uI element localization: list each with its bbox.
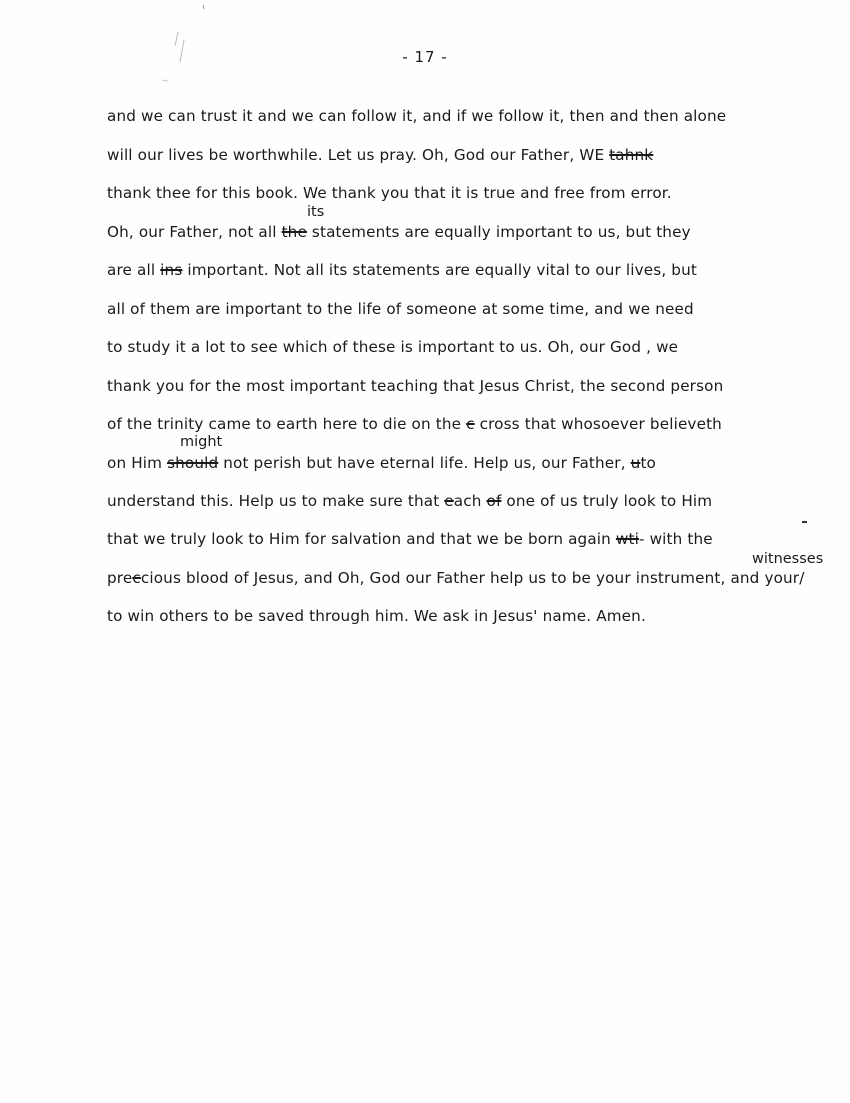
line-text: will our lives be worthwhile. Let us pray. Oh, God our Father, WE	[107, 146, 610, 164]
struck-text: ins	[160, 261, 183, 279]
inserted-word-its: its	[307, 204, 325, 220]
line-text: e	[428, 607, 438, 625]
line-text: Oh, our Father, not all	[107, 223, 282, 241]
line-text: ach	[453, 492, 487, 510]
line-text: of the trinity came to earth here to die on the	[107, 415, 467, 433]
struck-text: c	[132, 569, 141, 587]
stray-dash-mark	[802, 521, 807, 523]
line-text: statements are equally important to us, but they	[306, 223, 691, 241]
text-line-2	[107, 146, 653, 164]
line-text: on Him	[107, 454, 168, 472]
pencil-smudge-mark	[158, 0, 208, 90]
line-text: thank thee for this book. We thank you that it is true and free from error.	[107, 184, 672, 202]
inserted-word-witnesses: witnesses	[752, 551, 824, 567]
line-text: all of them are important to the life of someone at some time, and we need	[107, 300, 694, 318]
text-line-11	[107, 492, 712, 510]
line-text: to	[640, 454, 656, 472]
line-text: to study it a lot to see which of these is important to us. Oh, our God , we	[107, 338, 679, 356]
line-text: and we can trust it and we can follow it, and if we follow it, then and then alone	[107, 107, 727, 125]
line-text: are all	[107, 261, 161, 279]
inserted-word-might: might	[180, 434, 223, 450]
struck-text: u	[630, 454, 641, 472]
text-line-9	[107, 415, 722, 433]
struck-text: wti	[615, 530, 639, 548]
line-text: understand this. Help us to make sure that	[107, 492, 445, 510]
text-line-3	[107, 184, 672, 202]
line-text: one of us truly look to Him	[501, 492, 713, 510]
text-line-6	[107, 300, 694, 318]
struck-text: e	[444, 492, 454, 510]
struck-text: the	[281, 223, 307, 241]
text-line-4	[107, 223, 691, 241]
struck-text: of	[486, 492, 502, 510]
text-line-7	[107, 338, 678, 356]
text-line-5	[107, 261, 697, 279]
line-text: ask in Jesus' name. Amen.	[437, 607, 646, 625]
line-text: cross that whosoever believeth	[474, 415, 722, 433]
line-text: pre	[107, 569, 133, 587]
line-text: cious blood of Jesus, and Oh, God our Father help us to be your instrument, and your/	[140, 569, 805, 587]
text-line-12	[107, 530, 713, 548]
text-line-13	[107, 569, 804, 587]
struck-text: tahnk	[609, 146, 654, 164]
page-number: - 17 -	[402, 48, 448, 66]
struck-text: should	[167, 454, 219, 472]
line-text: important. Not all its statements are equally vital to our lives, but	[182, 261, 697, 279]
struck-text: c	[466, 415, 475, 433]
text-line-8	[107, 377, 723, 395]
line-text: not perish but have eternal life. Help us, our Father,	[218, 454, 631, 472]
text-line-10	[107, 454, 656, 472]
line-text: thank you for the most important teaching that Jesus Christ, the second person	[107, 377, 724, 395]
line-text: that we truly look to Him for salvation and that we be born again	[107, 530, 616, 548]
line-text: to win others to be saved through him. W	[107, 607, 429, 625]
text-line-14	[107, 607, 646, 625]
text-line-1	[107, 107, 726, 125]
line-text: - with the	[638, 530, 713, 548]
